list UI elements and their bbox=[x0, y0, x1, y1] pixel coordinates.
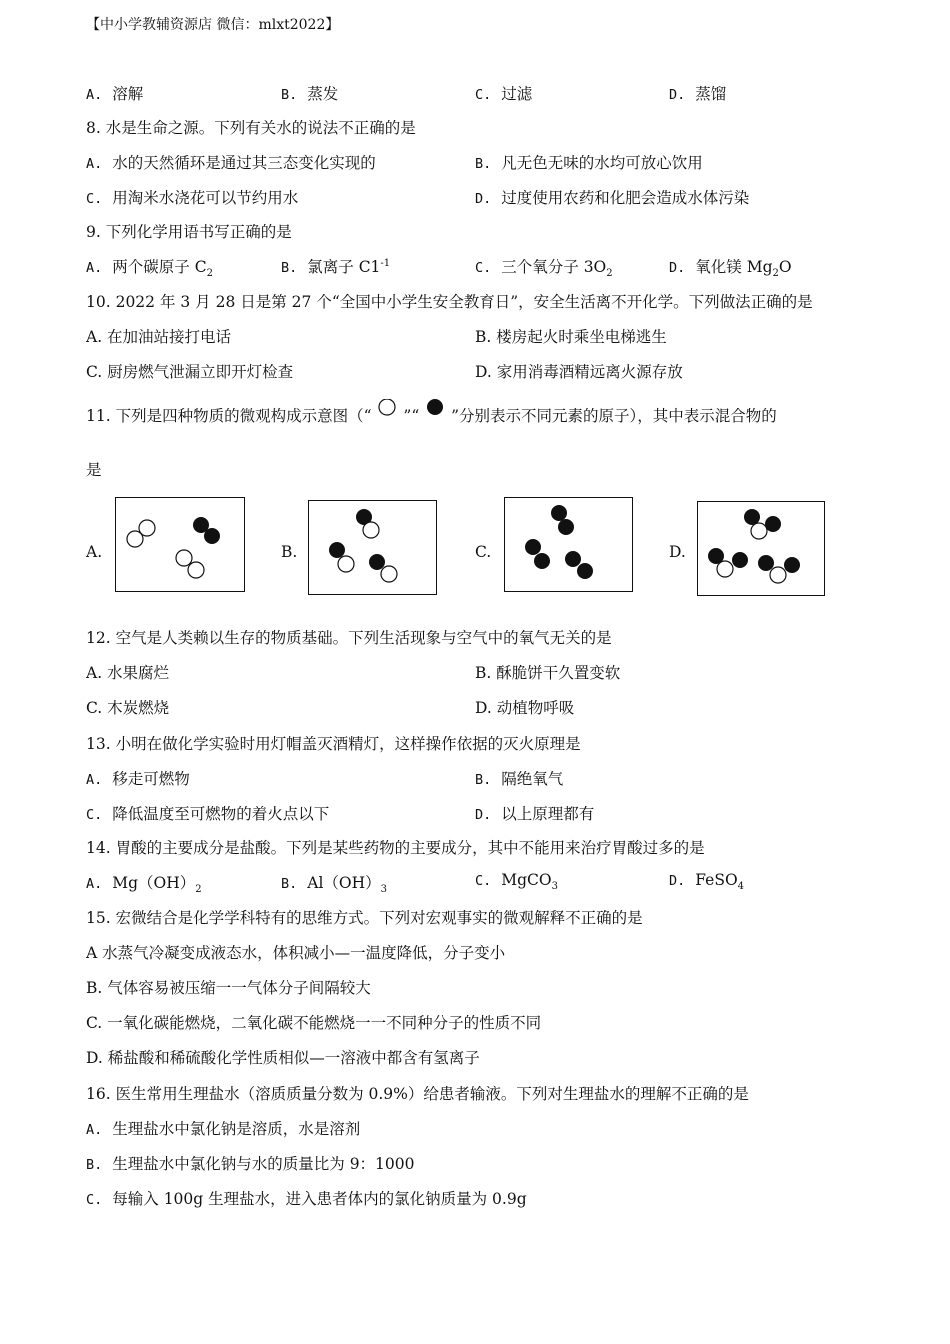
q9-option-d: D. 氧化镁 $Mg_2O$ bbox=[669, 258, 792, 280]
q12-option-a: A. 水果腐烂 bbox=[86, 664, 170, 682]
q13-option-c: C. 降低温度至可燃物的着火点以下 bbox=[86, 805, 330, 823]
q15-option-c: C. 一氧化碳能燃烧，二氧化碳不能燃烧一一不同种分子的性质不同 bbox=[86, 1014, 542, 1032]
q11-option-c-label: C. bbox=[475, 543, 492, 561]
q10-option-d: D. 家用消毒酒精远离火源存放 bbox=[475, 363, 683, 381]
q13-option-a: A. 移走可燃物 bbox=[86, 770, 190, 788]
q10-stem: 10. 2022 年 3 月 28 日是第 27 个“全国中小学生安全教育日”，安全生活离不开化学。下列做法正确的是 bbox=[86, 293, 813, 311]
q12-option-b: B. 酥脆饼干久置变软 bbox=[475, 664, 621, 682]
white-atom-icon bbox=[376, 399, 398, 421]
q9-stem: 9. 下列化学用语书写正确的是 bbox=[86, 223, 292, 241]
q7-option-d: D. 蒸馏 bbox=[669, 85, 727, 103]
q13-stem: 13. 小明在做化学实验时用灯帽盖灭酒精灯，这样操作依据的灭火原理是 bbox=[86, 735, 581, 753]
page-header: 【中小学教辅资源店 微信：mlxt2022】 bbox=[86, 17, 340, 33]
q16-option-b: B. 生理盐水中氯化钠与水的质量比为 9：1000 bbox=[86, 1155, 415, 1173]
q9-option-c: C. 三个氧分子 $3O_2$ bbox=[475, 258, 613, 280]
q8-option-b: B. 凡无色无味的水均可放心饮用 bbox=[475, 154, 703, 172]
q8-option-d: D. 过度使用农药和化肥会造成水体污染 bbox=[475, 189, 750, 207]
q13-option-b: B. 隔绝氧气 bbox=[475, 770, 564, 788]
black-atom-icon bbox=[424, 399, 446, 421]
q11-option-d-label: D. bbox=[669, 543, 686, 561]
q11-stem-line2: 是 bbox=[86, 461, 102, 479]
q13-option-d: D. 以上原理都有 bbox=[475, 805, 595, 823]
q11-option-a-label: A. bbox=[86, 543, 103, 561]
q14-option-b: B. $Al(OH)_3$ bbox=[281, 874, 388, 896]
q9-option-a: A. 两个碳原子 $C_2$ bbox=[86, 258, 213, 280]
q7-option-b: B. 蒸发 bbox=[281, 85, 339, 103]
q11-diagram-b bbox=[308, 500, 437, 595]
q16-option-c: C. 每输入 100g 生理盐水，进入患者体内的氯化钠质量为 0.9g bbox=[86, 1190, 527, 1208]
q16-stem: 16. 医生常用生理盐水（溶质质量分数为 0.9%）给患者输液。下列对生理盐水的理解不正确的是 bbox=[86, 1085, 749, 1103]
q10-option-b: B. 楼房起火时乘坐电梯逃生 bbox=[475, 328, 667, 346]
q15-option-d: D. 稀盐酸和稀硫酸化学性质相似—一溶液中都含有氢离子 bbox=[86, 1049, 480, 1067]
q8-stem: 8. 水是生命之源。下列有关水的说法不正确的是 bbox=[86, 119, 416, 137]
q10-option-a: A. 在加油站接打电话 bbox=[86, 328, 232, 346]
q14-option-d: D. FeSO$_4$ bbox=[669, 871, 745, 893]
q7-option-a: A. 溶解 bbox=[86, 85, 144, 103]
q12-option-d: D. 动植物呼吸 bbox=[475, 699, 575, 717]
q10-option-c: C. 厨房燃气泄漏立即开灯检查 bbox=[86, 363, 294, 381]
q7-option-c: C. 过滤 bbox=[475, 85, 533, 103]
q11-diagram-a bbox=[115, 497, 245, 592]
q11-diagram-c bbox=[504, 497, 633, 592]
q11-option-b-label: B. bbox=[281, 543, 298, 561]
q11-diagram-d bbox=[697, 501, 825, 596]
q8-option-c: C. 用淘米水浇花可以节约用水 bbox=[86, 189, 299, 207]
q14-option-c: C. MgCO$_3$ bbox=[475, 871, 559, 893]
q11-stem: 11. 下列是四种物质的微观构成示意图（“ ”“ ”分别表示不同元素的原子），其中表示混合物的 bbox=[86, 404, 777, 426]
q12-stem: 12. 空气是人类赖以生存的物质基础。下列生活现象与空气中的氧气无关的是 bbox=[86, 629, 612, 647]
q14-stem: 14. 胃酸的主要成分是盐酸。下列是某些药物的主要成分，其中不能用来治疗胃酸过多的是 bbox=[86, 839, 705, 857]
q8-option-a: A. 水的天然循环是通过其三态变化实现的 bbox=[86, 154, 376, 172]
q9-option-b: B. 氯离子 $C1^{-1}$ bbox=[281, 257, 391, 276]
q12-option-c: C. 木炭燃烧 bbox=[86, 699, 170, 717]
q15-stem: 15. 宏微结合是化学学科特有的思维方式。下列对宏观事实的微观解释不正确的是 bbox=[86, 909, 643, 927]
q15-option-b: B. 气体容易被压缩一一气体分子间隔较大 bbox=[86, 979, 371, 997]
q16-option-a: A. 生理盐水中氯化钠是溶质，水是溶剂 bbox=[86, 1120, 361, 1138]
q14-option-a: A. $Mg(OH)_2$ bbox=[86, 874, 202, 896]
q15-option-a: A 水蒸气冷凝变成液态水，体积减小—一温度降低，分子变小 bbox=[86, 944, 506, 962]
